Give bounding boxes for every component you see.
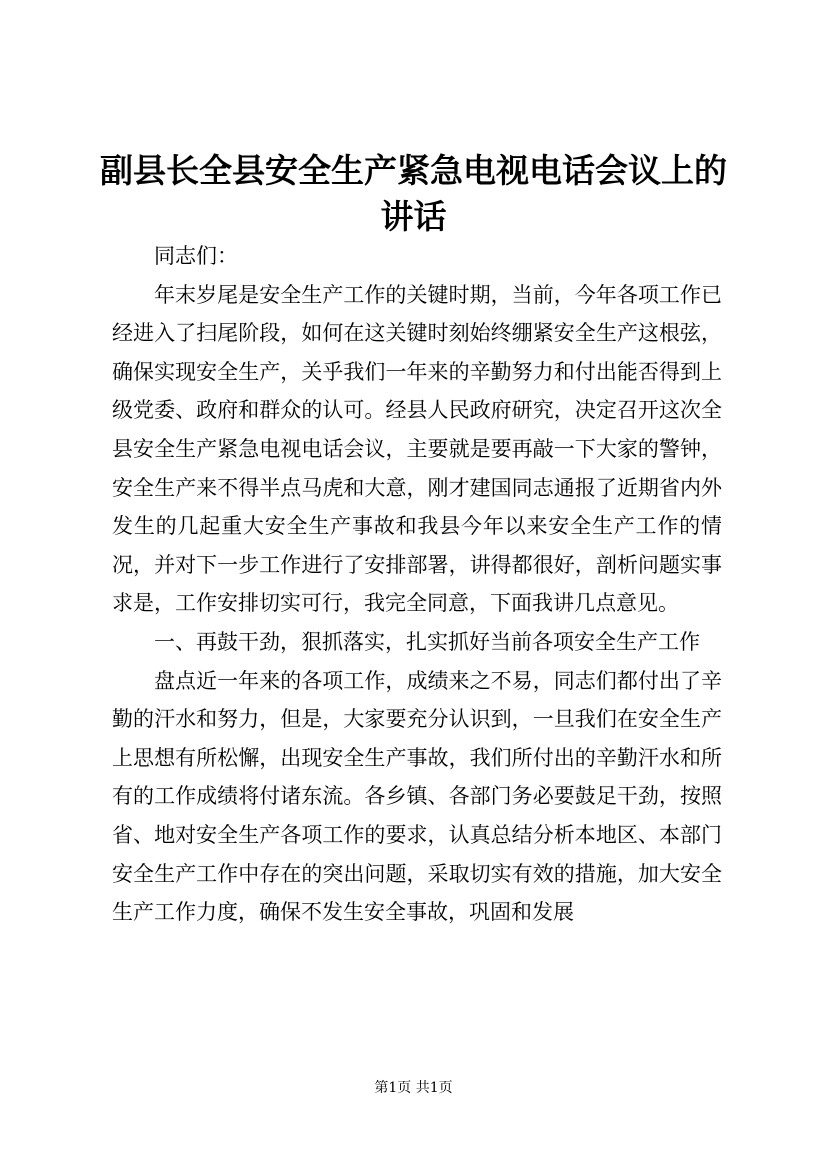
document-body — [112, 237, 722, 932]
salutation: 同志们： — [154, 244, 238, 268]
paragraph-intro: 年末岁尾是安全生产工作的关键时期，当前，今年各项工作已经进入了扫尾阶段，如何在这关键时刻始终绷紧安全生产这根弦，确保实现安全生产，关乎我们一年来的辛勤努力和付出能否得到上级党委、政府和群众的认可。经县人民政府研究，决定召开这次全县安全生产紧急电视电话会议，主要就是要再敲一下大家的警钟，安全生产来不得半点马虎和大意，刚才建国同志通报了近期省内外发生的几起重大安全生产事故和我县今年以来安全生产工作的情况，并对下一步工作进行了安排部署，讲得都很好，剖析问题实事求是，工作安排切实可行，我完全同意，下面我讲几点意见。 — [112, 282, 722, 616]
page-footer: 第1页 共1页 — [374, 1080, 453, 1096]
paragraph-section-1: 盘点近一年来的各项工作，成绩来之不易，同志们都付出了辛勤的汗水和努力，但是，大家要充分认识到，一旦我们在安全生产上思想有所松懈，出现安全生产事故，我们所付出的辛勤汗水和所有的工作成绩将付诸东流。各乡镇、各部门务必要鼓足干劲，按照省、地对安全生产各项工作的要求，认真总结分析本地区、本部门安全生产工作中存在的突出问题，采取切实有效的措施，加大安全生产工作力度，确保不发生安全事故，巩固和发展 — [112, 668, 722, 925]
section-heading-1: 一、再鼓干劲，狠抓落实，扎实抓好当前各项安全生产工作 — [154, 629, 700, 654]
document-title: 副县长全县安全生产紧急电视电话会议上的讲话 — [100, 151, 727, 236]
